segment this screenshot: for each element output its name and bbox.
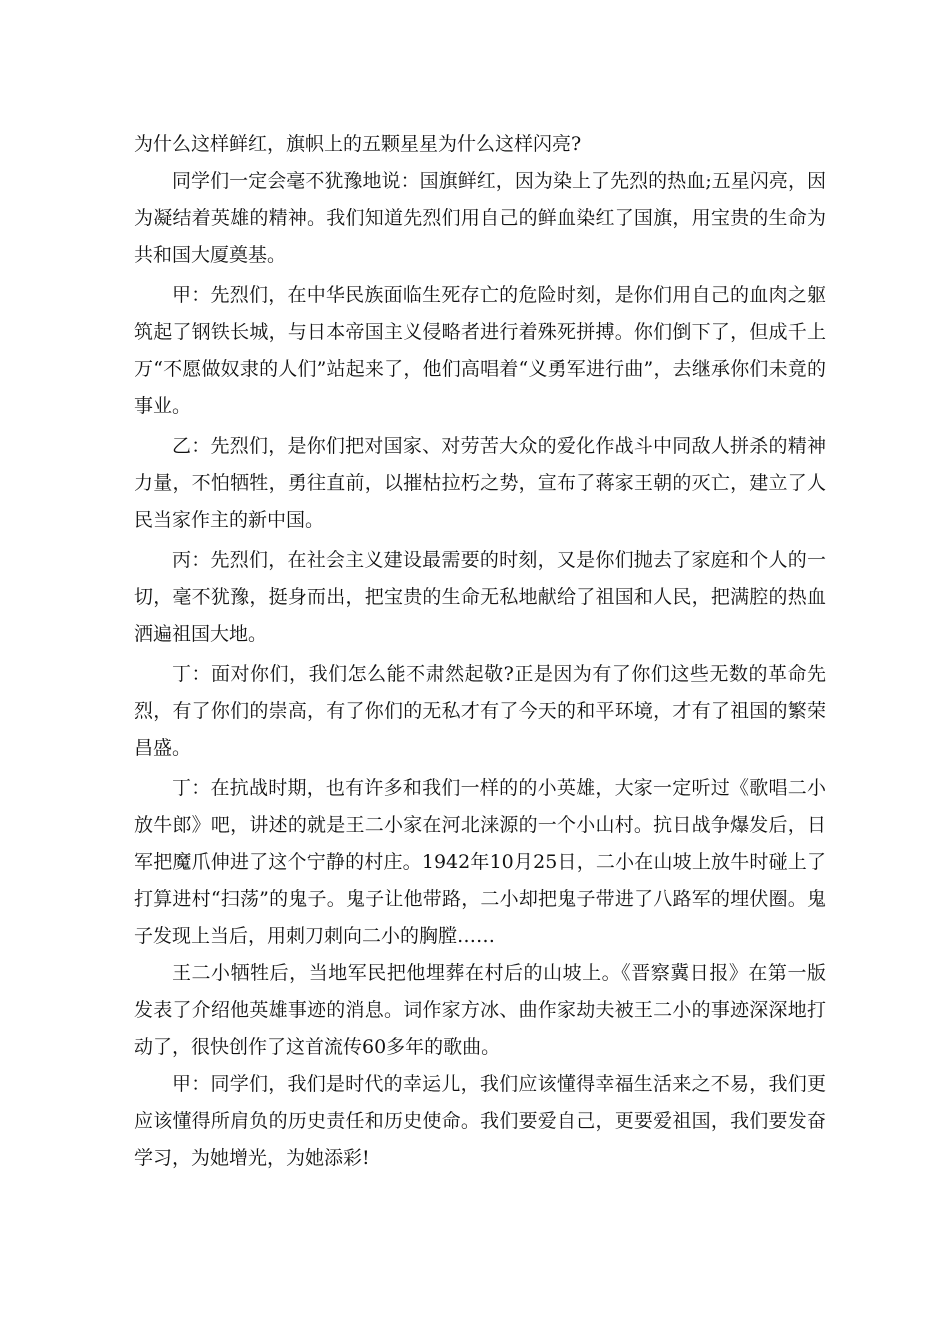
paragraph-opening-question: 为什么这样鲜红，旗帜上的五颗星星为什么这样闪亮?: [134, 133, 582, 155]
paragraph-speaker-ding-1: 丁：面对你们，我们怎么能不肃然起敬?正是因为有了你们这些无数的革命先烈，有了你们的崇高，有了你们的无私才有了今天的和平环境，才有了祖国的繁荣昌盛。: [134, 663, 826, 759]
paragraph-speaker-ding-2: 丁：在抗战时期，也有许多和我们一样的的小英雄，大家一定听过《歌唱二小放牛郎》吧，讲述的就是王二小家在河北涞源的一个小山村。抗日战争爆发后，日军把魔爪伸进了这个宁静的村庄。1942年10月25日，二小在山坡上放牛时碰上了打算进村“扫荡”的鬼子。鬼子让他带路，二小却把鬼子带进了八路军的埋伏圈。鬼子发现上当后，用刺刀刺向二小的胸膛……: [134, 777, 826, 947]
paragraph-speaker-jia-1: 甲：先烈们，在中华民族面临生死存亡的危险时刻，是你们用自己的血肉之躯筑起了钢铁长城，与日本帝国主义侵略者进行着殊死拼搏。你们倒下了，但成千上万“不愿做奴隶的人们”站起来了，他们高唱着“义勇军进行曲”，去继承你们未竟的事业。: [134, 284, 826, 417]
paragraph-speaker-jia-2: 甲：同学们，我们是时代的幸运儿，我们应该懂得幸福生活来之不易，我们更应该懂得所肩负的历史责任和历史使命。我们要爱自己，更要爱祖国，我们要发奋学习，为她增光，为她添彩!: [134, 1073, 826, 1169]
paragraph-wang-erxiao: 王二小牺牲后，当地军民把他埋葬在村后的山坡上。《晋察冀日报》在第一版发表了介绍他英雄事迹的消息。词作家方冰、曲作家劫夫被王二小的事迹深深地打动了，很快创作了这首流传60多年的歌曲。: [134, 962, 826, 1058]
paragraph-speaker-bing: 丙：先烈们，在社会主义建设最需要的时刻，又是你们抛去了家庭和个人的一切，毫不犹豫，挺身而出，把宝贵的生命无私地献给了祖国和人民，把满腔的热血洒遍祖国大地。: [134, 549, 826, 645]
document-page: [134, 126, 826, 1177]
paragraph-speaker-yi: 乙：先烈们，是你们把对国家、对劳苦大众的爱化作战斗中同敌人拼杀的精神力量，不怕牺牲，勇往直前，以摧枯拉朽之势，宣布了蒋家王朝的灭亡，建立了人民当家作主的新中国。: [134, 435, 826, 531]
paragraph-classmates-answer: 同学们一定会毫不犹豫地说：国旗鲜红，因为染上了先烈的热血;五星闪亮，因为凝结着英雄的精神。我们知道先烈们用自己的鲜血染红了国旗，用宝贵的生命为共和国大厦奠基。: [134, 170, 826, 266]
